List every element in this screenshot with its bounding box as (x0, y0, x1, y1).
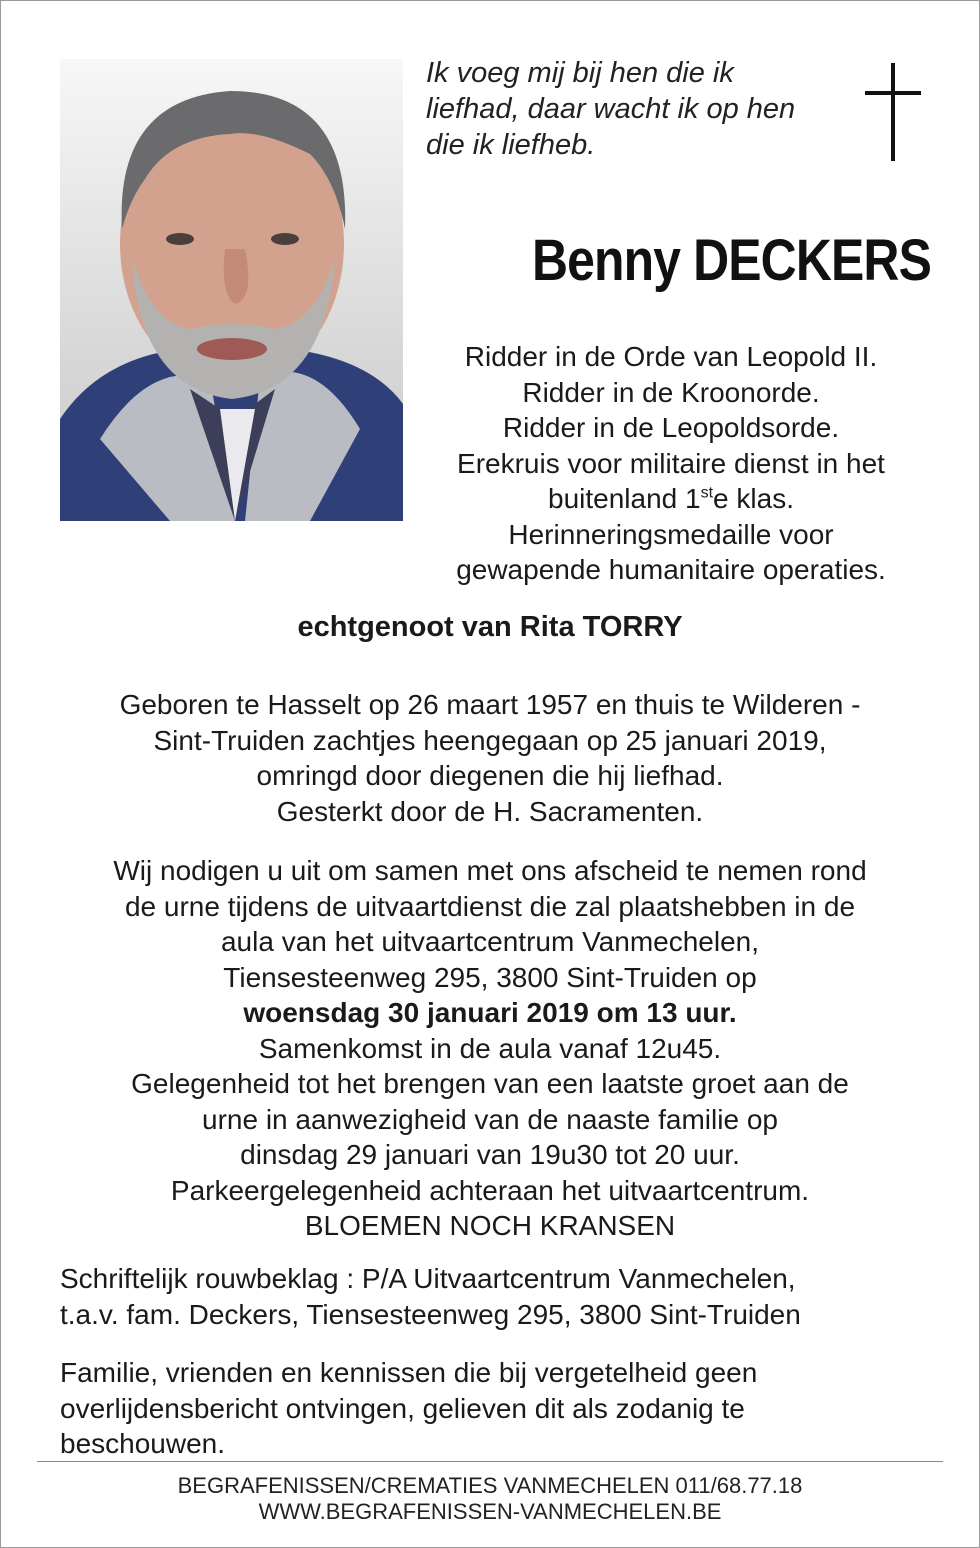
funeral-invitation (41, 853, 939, 1244)
notice-paragraph (60, 1355, 940, 1462)
paragraph-line: omringd door diegenen die hij liefhad. (256, 760, 724, 791)
honor-item: Ridder in de Orde van Leopold II. (464, 341, 878, 372)
paragraph-line: de urne tijdens de uitvaartdienst die zal plaatshebben in de (124, 890, 856, 922)
service-date: woensdag 30 januari 2019 om 13 uur. (243, 997, 737, 1028)
paragraph-line: beschouwen. (60, 1428, 226, 1459)
paragraph-line: Parkeergelegenheid achteraan het uitvaartcentrum. (170, 1174, 810, 1206)
footer-website: WWW.BEGRAFENISSEN-VANMECHELEN.BE (258, 1499, 722, 1524)
paragraph-line: Geboren te Hasselt op 26 maart 1957 en thuis te Wilderen - (119, 689, 861, 720)
memorial-quote (426, 55, 846, 163)
flowers-notice: BLOEMEN NOCH KRANSEN (304, 1210, 676, 1241)
paragraph-line: urne in aanwezigheid van de naaste familie op (202, 1103, 778, 1135)
paragraph-line: t.a.v. fam. Deckers, Tiensesteenweg 295, 3800 Sint-Truiden (60, 1298, 801, 1330)
cross-icon (863, 63, 923, 161)
paragraph-line: Familie, vrienden en kennissen die bij vergetelheid geen (60, 1357, 758, 1388)
condolence-address (60, 1261, 940, 1332)
spouse-line: echtgenoot van Rita TORRY (297, 611, 683, 643)
paragraph-line: overlijdensbericht ontvingen, gelieven dit als zodanig te (60, 1392, 745, 1424)
honor-item: Erekruis voor militaire dienst in het (457, 447, 885, 479)
quote-line: Ik voeg mij bij hen die ik (426, 57, 734, 89)
paragraph-line: Sint-Truiden zachtjes heengegaan op 25 januari 2019, (153, 724, 827, 756)
deceased-name: Benny DECKERS (531, 228, 931, 293)
honor-item: gewapende humanitaire operaties. (456, 554, 886, 585)
honor-text: e klas. (713, 483, 794, 514)
honor-item (416, 481, 926, 517)
paragraph-line: dinsdag 29 januari van 19u30 tot 20 uur. (240, 1139, 740, 1170)
paragraph-line: aula van het uitvaartcentrum Vanmechelen, (220, 926, 759, 957)
paragraph-line: Samenkomst in de aula vanaf 12u45. (258, 1032, 722, 1064)
paragraph-line: Gelegenheid tot het brengen van een laatste groet aan de (131, 1068, 849, 1099)
portrait-illustration (60, 59, 403, 521)
paragraph-line: Schriftelijk rouwbeklag : P/A Uitvaartcentrum Vanmechelen, (60, 1263, 796, 1294)
paragraph-line: Tiensesteenweg 295, 3800 Sint-Truiden op (223, 961, 757, 993)
honor-item: Ridder in de Leopoldsorde. (502, 412, 840, 443)
paragraph-line: Gesterkt door de H. Sacramenten. (276, 795, 704, 827)
honor-item: Ridder in de Kroonorde. (522, 376, 820, 408)
funeral-home-footer (1, 1473, 979, 1525)
footer-company: BEGRAFENISSEN/CREMATIES VANMECHELEN 011/68.77.18 (177, 1473, 803, 1498)
quote-line: die ik liefheb. (426, 129, 596, 161)
portrait-photo (60, 59, 403, 521)
paragraph-line: Wij nodigen u uit om samen met ons afscheid te nemen rond (113, 855, 867, 886)
honor-text: buitenland 1 (548, 483, 701, 514)
ordinal-suffix: st (700, 484, 714, 502)
birth-death-paragraph (41, 687, 939, 829)
quote-line: liefhad, daar wacht ik op hen (426, 93, 796, 125)
honors-list (416, 339, 926, 588)
honor-item: Herinneringsmedaille voor (508, 518, 834, 550)
footer-divider (37, 1461, 943, 1462)
